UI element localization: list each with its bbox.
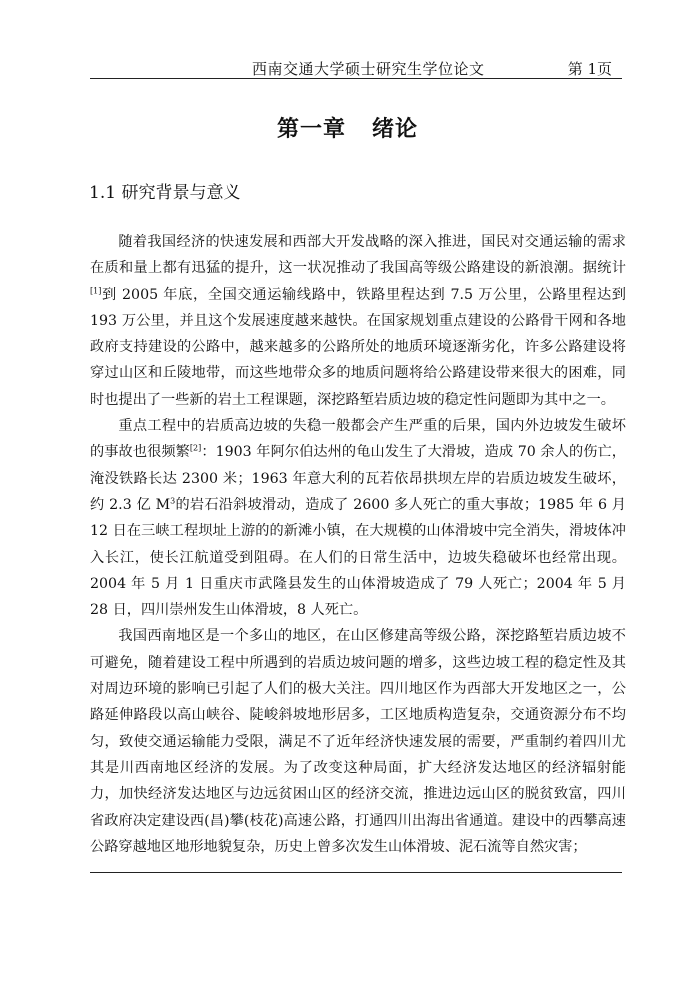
text-run: 的岩石沿斜坡滑动，造成了 2600 多人死亡的重大事故；1985 年 6 月 12 日在三峡工程坝址上游的的新滩小镇，在大规模的山体滑坡中完全消失，滑坡体冲入长江，使长江航道受到阻碍。在人们的日常生活中，边坡失稳破坏也经常出现。2004 年 5 月 1 日重庆市武隆县发生的山体滑坡造成了 79 人死亡；2004 年 5 月 28 日，四川崇州发生山体滑坡，8 人死亡。	[90, 496, 626, 619]
text-run: 随着我国经济的快速发展和西部大开发战略的深入推进，国民对交通运输的需求在质和量上都有迅猛的提升，这一状况推动了我国高等级公路建设的新浪潮。据统计	[90, 234, 626, 277]
running-header	[90, 56, 622, 79]
paragraph-1	[90, 229, 626, 413]
text-run: ：1903 年阿尔伯达州的龟山发生了大滑坡，造成 70 余人的伤亡，淹没铁路长达 2300 米；1963 年意大利的瓦若依昂拱坝左岸的岩质边坡发生破坏，约 2.3 亿 M	[90, 444, 626, 513]
footer-rule	[90, 872, 622, 873]
paragraph-2	[90, 413, 626, 623]
section-title: 1.1 研究背景与意义	[89, 183, 241, 203]
page-number: 第 1页	[567, 60, 612, 78]
text-run: 重点工程中的岩质高边坡的失稳一般都会产生严重的后果，国内外边坡发生破坏的事故也很频繁	[90, 418, 626, 461]
body-text	[90, 229, 626, 860]
unit-superscript: 3	[170, 496, 176, 506]
text-run: 我国西南地区是一个多山的地区，在山区修建高等级公路，深挖路堑岩质边坡不可避免，随着建设工程中所遇到的岩质边坡问题的增多，这些边坡工程的稳定性及其对周边环境的影响已引起了人们的极大关注。四川地区作为西部大开发地区之一，公路延伸路段以高山峡谷、陡峻斜坡地形居多，工区地质构造复杂，交通资源分布不均匀，致使交通运输能力受限，满足不了近年经济快速发展的需要，严重制约着四川尤其是川西南地区经济的发展。为了改变这种局面，扩大经济发达地区的经济辐射能力，加快经济发达地区与边远贫困山区的经济交流，推进边远山区的脱贫致富，四川省政府决定建设西(昌)攀(枝花)高速公路，打通四川出海出省通道。建设中的西攀高速公路穿越地区地形地貌复杂，历史上曾多次发生山体滑坡、泥石流等自然灾害；	[90, 628, 626, 855]
header-title: 西南交通大学硕士研究生学位论文	[252, 60, 485, 78]
chapter-title: 第一章 绪论	[277, 116, 418, 142]
text-run: 到 2005 年底，全国交通运输线路中，铁路里程达到 7.5 万公里，公路里程达到 193 万公里，并且这个发展速度越来越快。在国家规划重点建设的公路骨干网和各地政府支持建设的公路中，越来越多的公路所处的地质环境逐渐劣化，许多公路建设将穿过山区和丘陵地带，而这些地带众多的地质问题将给公路建设带来很大的困难，同时也提出了一些新的岩土工程课题，深挖路堑岩质边坡的稳定性问题即为其中之一。	[90, 286, 626, 408]
citation-ref: [1]	[90, 285, 102, 295]
citation-ref: [2]	[189, 443, 202, 453]
paragraph-3	[90, 623, 626, 860]
